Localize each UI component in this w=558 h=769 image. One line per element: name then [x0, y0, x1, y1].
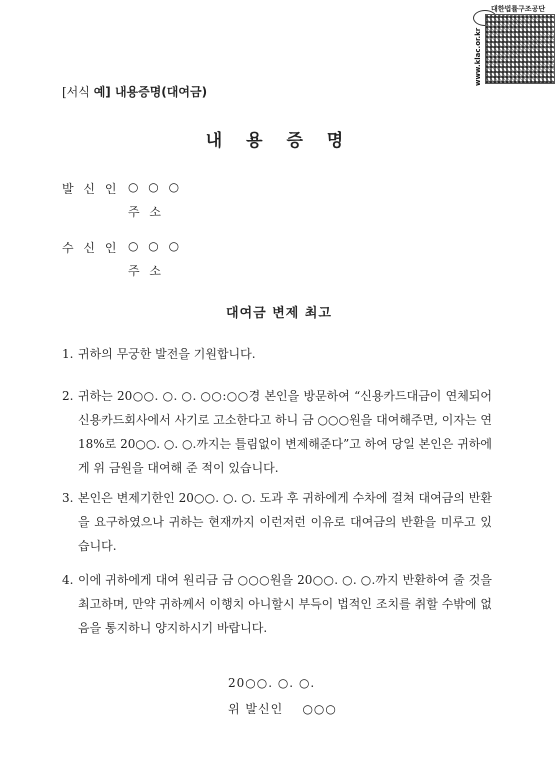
document-title: 내 용 증 명 — [205, 131, 353, 151]
closing-signer — [228, 700, 337, 717]
paragraph-text: 귀하의 무궁한 발전을 기원합니다. — [78, 347, 256, 361]
paragraph-2 — [62, 384, 492, 480]
paragraph-number: 4. — [62, 573, 74, 587]
paragraph-number: 1. — [62, 347, 74, 361]
paragraph-text: 본인은 변제기한인 20○○. ○. ○. 도과 후 귀하에게 수차에 걸쳐 대여금의 반환을 요구하였으나 귀하는 현재까지 이런저런 이유로 대여금의 반환을 미루고 있습니다. — [78, 491, 492, 553]
paragraph-text: 귀하는 20○○. ○. ○. ○○:○○경 본인을 방문하여 “신용카드대금이 연체되어 신용카드회사에서 사기로 고소한다고 하니 금 ○○○원을 대여해주면, 이자는 연 18%로 20○○. ○. ○.까지는 틀림없이 변제해준다”고 하여 당일 본인은 귀하에게 위 금원을 대여해 준 적이 있습니다. — [78, 389, 492, 475]
paragraph-1 — [62, 342, 492, 366]
recipient-label: 수 신 인 — [62, 241, 120, 255]
sender-label: 발 신 인 — [62, 182, 120, 196]
org-name: 대한법률구조공단 — [491, 5, 546, 13]
paragraph-number: 2. — [62, 389, 74, 403]
svg-text:www.klac.or.kr: www.klac.or.kr — [474, 27, 482, 86]
form-label — [62, 83, 207, 100]
recipient-address-label: 주 소 — [128, 264, 164, 278]
paragraph-text: 이에 귀하에게 대여 원리금 금 ○○○원을 20○○. ○. ○.까지 반환하여 줄 것을 최고하며, 만약 귀하께서 이행치 아니할시 부득이 법적인 조치를 취할 수밖에 없음을 통지하니 양지하시기 바랍니다. — [78, 573, 492, 635]
subject-heading: 대여금 변제 최고 — [226, 306, 332, 321]
signer-label: 위 발신인 — [228, 702, 284, 716]
recipient-name: ○ ○ ○ — [128, 239, 183, 253]
paragraph-3 — [62, 486, 492, 558]
form-name: 내용증명(대여금) — [110, 85, 208, 99]
website-vertical-text — [469, 8, 485, 88]
signer-name: ○○○ — [302, 702, 337, 716]
paragraph-number: 3. — [62, 491, 74, 505]
corner-stamp — [469, 4, 555, 90]
sender-name: ○ ○ ○ — [128, 180, 183, 194]
form-example: 예] — [93, 85, 111, 99]
qr-code-icon — [485, 14, 555, 84]
closing-date: 20○○. ○. ○. — [228, 676, 316, 690]
form-prefix: [서식 — [62, 85, 94, 99]
sender-address-label: 주 소 — [128, 205, 164, 219]
paragraph-4 — [62, 568, 492, 640]
